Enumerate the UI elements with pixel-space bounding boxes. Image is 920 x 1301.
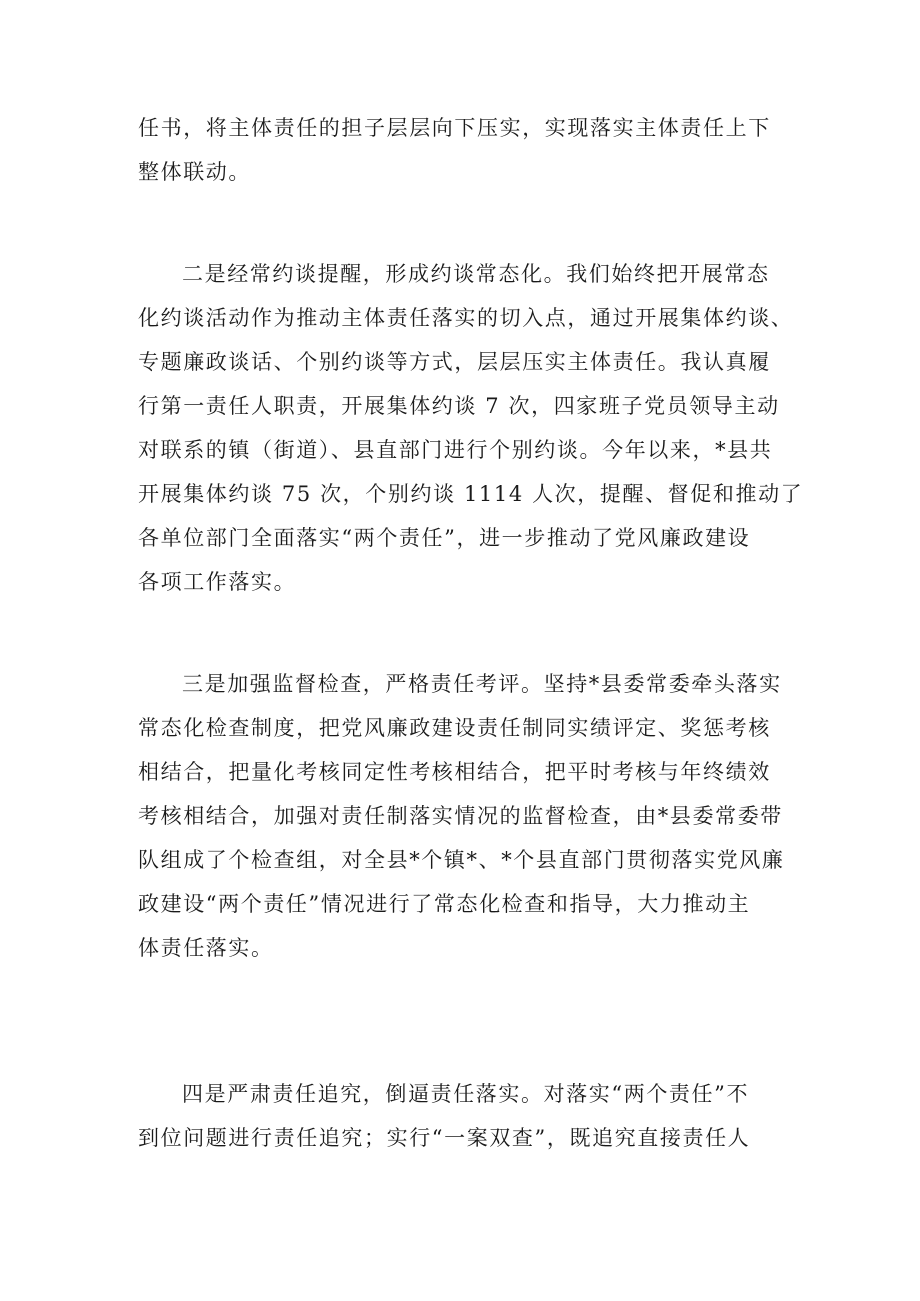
text-line: 相结合，把量化考核同定性考核相结合，把平时考核与年终绩效 — [138, 760, 771, 784]
text-line: 体责任落实。 — [138, 936, 274, 960]
text-line: 常态化检查制度，把党风廉政建设责任制同实绩评定、奖惩考核 — [138, 716, 771, 740]
paragraph-1 — [138, 106, 771, 194]
paragraph-2 — [138, 252, 803, 604]
text-line: 各单位部门全面落实“两个责任”，进一步推动了党风廉政建设 — [138, 526, 751, 550]
text-line: 四是严肃责任追究，倒逼责任落实。对落实“两个责任”不 — [182, 1082, 750, 1106]
text-line: 行第一责任人职责，开展集体约谈 7 次，四家班子党员领导主动 — [138, 394, 780, 418]
paragraph-4 — [138, 1072, 750, 1160]
text-line: 政建设“两个责任”情况进行了常态化检查和指导，大力推动主 — [138, 892, 751, 916]
text-line: 任书，将主体责任的担子层层向下压实，实现落实主体责任上下 — [138, 116, 771, 140]
text-line: 开展集体约谈 75 次，个别约谈 1114 人次，提醒、督促和推动了 — [138, 482, 804, 506]
text-line: 整体联动。 — [138, 160, 251, 184]
text-line: 对联系的镇（街道）、县直部门进行个别约谈。今年以来，*县共 — [138, 438, 773, 462]
text-line — [138, 970, 785, 1014]
text-line: 考核相结合，加强对责任制落实情况的监督检查，由*县委常委带 — [138, 804, 783, 828]
text-line: 三是加强监督检查，严格责任考评。坚持*县委常委牵头落实 — [182, 672, 782, 696]
text-line: 各项工作落实。 — [138, 570, 297, 594]
text-line: 队组成了个检查组，对全县*个镇*、*个县直部门贯彻落实党风廉 — [138, 848, 785, 872]
text-line: 到位问题进行责任追究；实行“一案双查”，既追究直接责任人 — [138, 1126, 751, 1150]
text-line: 化约谈活动作为推动主体责任落实的切入点，通过开展集体约谈、 — [138, 306, 794, 330]
text-line: 专题廉政谈话、个别约谈等方式，层层压实主体责任。我认真履 — [138, 350, 771, 374]
text-line: 二是经常约谈提醒，形成约谈常态化。我们始终把开展常态 — [182, 262, 770, 286]
paragraph-3 — [138, 662, 785, 1014]
